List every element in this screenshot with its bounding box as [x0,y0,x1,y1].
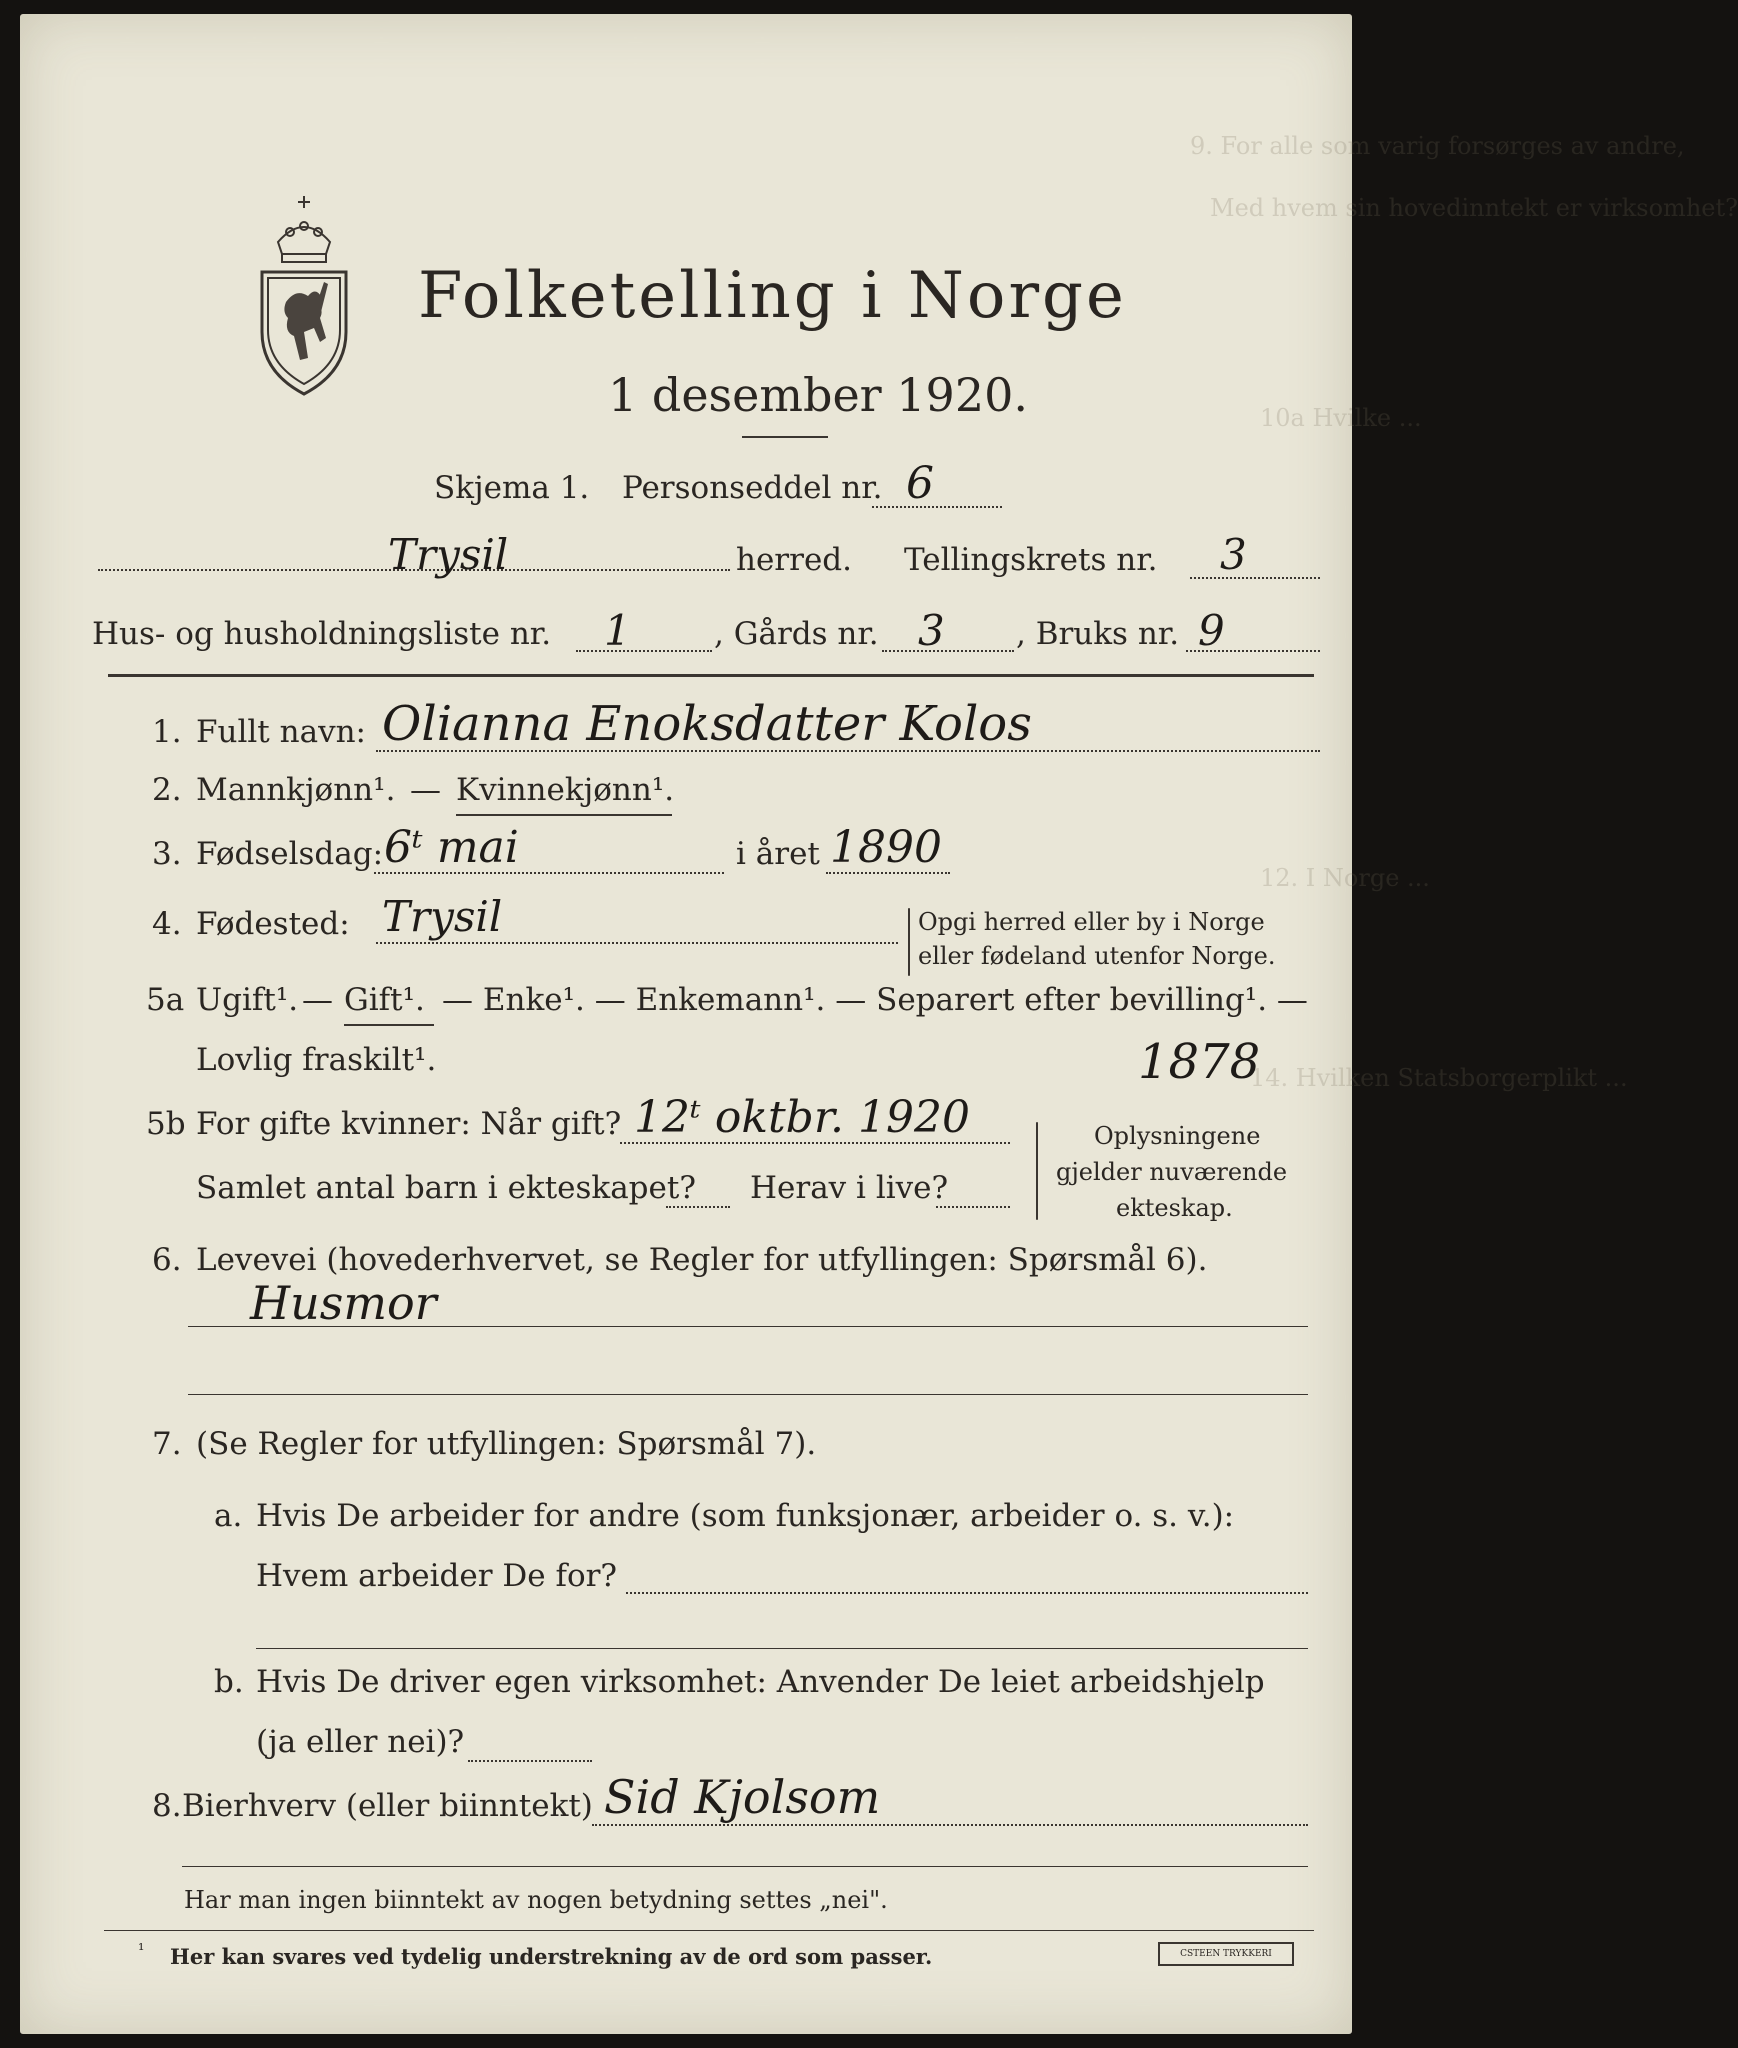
coat-of-arms-icon [248,192,360,402]
q2-female: Kvinnekjønn¹. [456,772,675,808]
q4-note-1: Opgi herred eller by i Norge [918,908,1265,936]
q5b-live-line [936,1206,1010,1208]
q4-brace [908,908,910,976]
footer-note: Har man ingen biinntekt av nogen betydning settes „nei". [184,1886,888,1914]
footer-rule [104,1930,1314,1931]
bleed-text: 10a Hvilke ... [1260,404,1422,432]
footnote-mark: ¹ [138,1940,145,1959]
footnote: Her kan svares ved tydelig understrekning av de ord som passer. [170,1944,933,1969]
q5b-brace [1036,1122,1038,1220]
q1-number: 1. [152,714,182,750]
q7b-label: Hvis De driver egen virksomhet: Anvender De leiet arbeidshjelp [256,1664,1265,1700]
q7b-number: b. [214,1664,244,1700]
q8-value: Sid Kjolsom [604,1770,881,1824]
q6-number: 6. [152,1242,182,1278]
q5b-label: For gifte kvinner: Når gift? [196,1106,622,1142]
herred-label: herred. [736,542,852,578]
hus-value: 1 [604,606,631,655]
q5a-rest: — Enke¹. — Enkemann¹. — Separert efter bevilling¹. — [442,982,1308,1018]
q7-label: (Se Regler for utfyllingen: Spørsmål 7). [196,1426,817,1462]
q5a-number: 5a [146,982,185,1018]
q3-year-value: 1890 [830,822,942,873]
bleed-text: 9. For alle som varig forsørges av andre, [1190,132,1685,160]
q5b-barn-label: Samlet antal barn i ekteskapet? [196,1170,696,1206]
hus-line [576,650,712,652]
q5a-dash: — [302,982,333,1018]
q4-value: Trysil [382,892,503,941]
skjema-label: Skjema 1. [434,470,590,506]
header-rule [108,674,1314,677]
bruks-label: , Bruks nr. [1016,616,1180,652]
q5a-ugift: Ugift¹. [196,982,299,1018]
bruks-value: 9 [1198,606,1225,655]
bleed-text: Med hvem sin hovedinntekt er virksomhet? [1210,194,1738,222]
q1-value: Olianna Enoksdatter Kolos [382,696,1032,752]
tellingskrets-line [1190,577,1320,579]
gards-label: , Gårds nr. [714,616,879,652]
q7a-line-1 [626,1592,1308,1594]
bleed-text: 12. I Norge ... [1260,864,1430,892]
q4-note-2: eller fødeland utenfor Norge. [918,942,1276,970]
q5b-value: 12ᵗ oktbr. 1920 [634,1092,970,1143]
q5b-note-1: Oplysningene [1094,1122,1261,1150]
q3-number: 3. [152,836,182,872]
q7a-question: Hvem arbeider De for? [256,1558,618,1594]
q8-line-2 [182,1866,1308,1867]
q5b-number: 5b [146,1106,186,1142]
q3-value: 6ᵗ mai [384,822,519,873]
tellingskrets-label: Tellingskrets nr. [904,542,1158,578]
q7a-number: a. [214,1498,243,1534]
census-form [20,14,1738,2034]
q4-line [376,942,898,944]
q7-number: 7. [152,1426,182,1462]
q8-number: 8. [152,1788,182,1824]
q3-year-label: i året [736,836,820,872]
q5b-note-3: ekteskap. [1116,1194,1233,1222]
q5a-gift-underline [344,1024,434,1026]
q5a-fraskilt: Lovlig fraskilt¹. [196,1042,437,1078]
hus-label: Hus- og husholdningsliste nr. [92,616,552,652]
q2-female-underline [456,814,672,816]
q7b-line [468,1760,592,1762]
divider [742,436,828,438]
q7b-question: (ja eller nei)? [256,1724,465,1760]
q7a-line-2 [256,1648,1308,1649]
q5b-note-2: gjelder nuværende [1056,1158,1288,1186]
q7a-label: Hvis De arbeider for andre (som funksjonær, arbeider o. s. v.): [256,1498,1235,1534]
tellingskrets-value: 3 [1220,530,1247,579]
q1-label: Fullt navn: [196,714,366,750]
page-title: Folketelling i Norge [418,259,1127,333]
q8-line-1 [592,1824,1308,1826]
q4-label: Fødested: [196,906,350,942]
printer-stamp: CSTEEN TRYKKERI [1158,1942,1294,1966]
q6-label: Levevei (hovederhvervet, se Regler for utfyllingen: Spørsmål 6). [196,1242,1208,1278]
q8-label: Bierhverv (eller biinntekt) [182,1788,593,1824]
q5b-live-label: Herav i live? [750,1170,949,1206]
personseddel-label: Personseddel nr. [622,470,883,506]
gards-line [882,650,1014,652]
q5a-margin-note: 1878 [1138,1034,1261,1090]
q4-number: 4. [152,906,182,942]
gards-value: 3 [918,606,945,655]
q5b-barn-line [666,1206,730,1208]
q5a-gift: Gift¹. [344,982,425,1018]
q2-number: 2. [152,772,182,808]
herred-value: Trysil [388,530,509,579]
personseddel-line [872,506,1002,508]
q6-value: Husmor [250,1276,437,1330]
bleed-text: 14. Hvilken Statsborgerplikt ... [1250,1064,1628,1092]
q2-male: Mannkjønn¹. [196,772,396,808]
personseddel-value: 6 [906,458,934,509]
q3-label: Fødselsdag: [196,836,384,872]
census-date: 1 desember 1920. [608,368,1028,422]
q6-line-2 [188,1394,1308,1395]
q2-sep: — [410,772,441,808]
